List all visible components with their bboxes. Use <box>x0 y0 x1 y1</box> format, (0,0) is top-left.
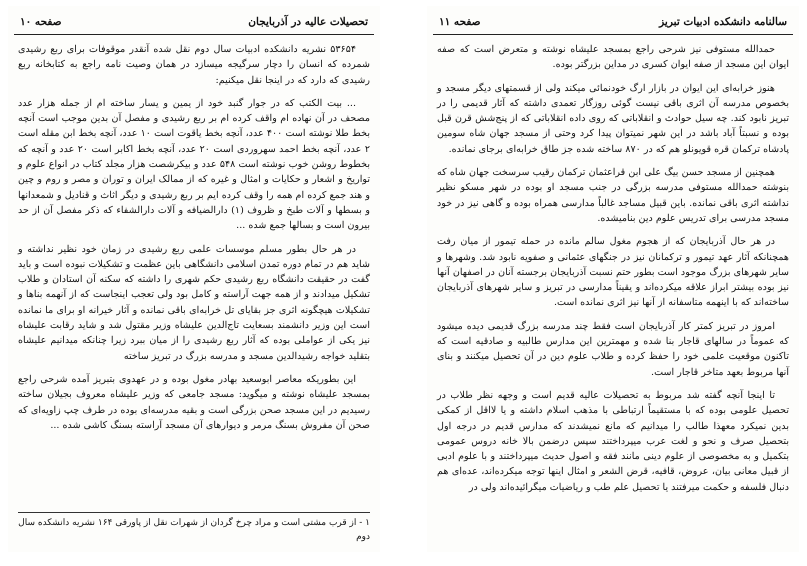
right-page-header <box>433 10 793 35</box>
left-paragraph: در هر حال بطور مسلم موسسات علمی ربع رشیدی در زمان خود نظیر نداشته و شاید هم در تمام دوره تمدن اسلامی دانشگاهی باین عظمت و تشکیلات نبوده است و باید گفت در حقیقت دانشگاه ربع رشیدی حکم شهری را داشته که سکنه آن استادان و طلاب تشکیل میدادند و از همه جهت آراسته و کامل بود ولی تعجب اینجاست که از آنهمه بناها و تشکیلات هیچگونه اثری جز بقایای تل خرابه‌ای باقی نمانده و آثار خیرانه او برای ما نمانده است این وزیر دانشمند بسعایت تاج‌الدین علیشاه وزیر مقتول شد و شاید رقابت علیشاه نیز یکی از عواملی بوده که آثار ربع رشیدی را از میان ببرد زیرا چنانکه میدانیم علیشاه بتقلید خواجه رشیدالدین مسجد و مدرسه بزرگ در تبریز ساخته <box>18 243 370 362</box>
right-paragraph: هنوز خرابه‌ای این ایوان در بازار ارگ خودنمائی میکند ولی از قسمتهای دیگر مسجد و بخصوص مدرسه آن اثری باقی نیست گوئی روزگار تعمدی داشته که آثار قدیمی را در تبریز نابود کند. چه سیل حوادث و انقلاباتی که روی داده انقلاباتی که از پنج‌شش قرن قبل بوده و نسبتاً آباد باشد در این شهر نمیتوان پیدا کرد وحتی از مسجد جهان شاه سومین پادشاه ترکمان قره قویونلو هم که در ۸۷۰ ساخته شده جز طاق خرابه‌ای برجای نمانده. <box>437 82 789 155</box>
right-paragraph: حمدالله مستوفی نیز شرحی راجع بمسجد علیشاه نوشته و متعرض است که صفه ایوان این مسجد از صفه ایوان کسری در مداین بزرگتر بوده. <box>437 44 789 71</box>
left-running-title: تحصیلات عالیه در آذربایجان <box>248 16 368 28</box>
right-paragraph: همچنین از مسجد حسن بیگ علی ابن قراعثمان ترکمان رقیب سرسخت جهان شاه که بنوشته حمدالله مستوفی مدرسه بزرگی در جنب مسجد او بوده در شهر مسکو نظیر نداشته اثری باقی نمانده. باین قبیل مساجد غالباً مدارسی همراه بوده و گاهی نیز در خود مسجد مدرسی برای تدریس علوم دین بنامیشده. <box>437 167 789 224</box>
right-paragraph: در هر حال آذربایجان که از هجوم مغول سالم مانده در حمله تیمور از میان رفت همچنانکه آثار عهد تیمور و ترکمانان نیز در جنگهای عثمانی و صفویه نابود شد. وشهرها و سایر شهرهای بزرگ موجود است بطور حتم نسبت آذربایجان برجسته آنان در اصفهان آنها نیز بوده بیشتر ابراز علاقه میکرده‌اند و یقیناً مدارسی در تبریز و سایر شهرهای آذربایجان ساخته‌اند که با اینهمه متاسفانه از آنها نیز اثری نمانده است. <box>437 236 789 309</box>
left-page-number: صفحه ۱۰ <box>20 16 62 28</box>
left-paragraph: این بطوریکه معاصر ابوسعید بهادر مغول بوده و در عهدوی بتبریز آمده شرحی راجع بمسجد علیشاه نوشته و میگوید: مسجد جامعی که وزیر علیشاه معروف بجیلان ساخته رسیدیم در این مسجد صحن بزرگی است و بقیه مدرسه‌ای بوده در طرف چپ زاویه‌ای که صحن آن مفروش بسنگ مرمر و دیوارهای آن مسجد آراسته بسنگ کاشی شده ... <box>18 373 370 431</box>
left-body-text <box>18 42 370 490</box>
left-paragraph: ۵۳۶۵۴ نشریه دانشکده ادبیات سال دوم نقل شده آنقدر موقوفات برای ربع رشیدی شمرده که انسان را دچار سرگیجه میسازد در همان وصیت نامه راجع به کتابخانه ربع رشیدی که دارد که در اینجا نقل میکنیم: <box>18 44 370 86</box>
left-footnote: ۱ - از قرب مشتی است و مراد چرخ گردان از شهرات نقل از پاورقی ۱۶۴ نشریه دانشکده سال دوم <box>18 518 370 542</box>
left-page-header <box>14 10 374 35</box>
left-page <box>8 6 380 552</box>
page-gutter <box>386 0 422 566</box>
right-paragraph: امروز در تبریز کمتر کار آذربایجان است فقط چند مدرسه بزرگ قدیمی دیده میشود که عموماً در سالهای قاجار بنا شده و مهمترین این مدارس طالبیه و صادقیه است که تاکنون موقعیت علمی خود را حفظ کرده و طلاب علوم دین در آن تحصیل میکنند و بنای آنها مربوط بعهد متاخر قاجار است. <box>437 320 789 378</box>
right-body-text <box>437 42 789 546</box>
right-paragraph: تا اینجا آنچه گفته شد مربوط به تحصیلات عالیه قدیم است و وجهه نظر طلاب در تحصیل علومی بوده که با مستقیماً ارتباطی با مذهب اسلام داشته و یا لااقل از کمکی بدین نمیکرد معهذا طالب را میدانیم که مانع نمیشدند که مدارس قدیم در درجه اول بتحصیل صرف و نحو و لغت عرب میپرداختند سپس درضمن بالا خانه دروس عمومی بتکمیل و به مخصوصی از علوم دینی مانند فقه و اصول حدیث میپرداختند و با علوم ادبی از قبیل معانی بیان، عروض، قافیه، قرض الشعر و امثال اینها توجه میکرده‌اند، عده‌ای هم دنبال فلسفه و حکمت میرفتند یا تحصیل علم طب و ریاضیات میگرائیده‌اند ولی در <box>437 389 789 493</box>
footnote-divider <box>18 512 370 513</box>
left-paragraph: ... بیت الکتب که در جوار گنبد خود از یمین و یسار ساخته ام از جمله هزار عدد مصحف در آن نهاده ام واقف کرده ام بر ربع رشیدی و مفصل آن بدین موجب است آنچه بخط طلا نوشته است ۴۰۰ عدد، آنچه بخط یاقوت است ۱۰ عدد، آنچه بخط ابن مقله است ۲ عدد، آنچه بخط احمد سهروردی است ۲۰ عدد، آنچه بخط اکابر است ۲۰ عدد و آنچه که بخطوط روشن خوب نوشته است ۵۴۸ عدد و بیکرشصت هزار مجلد کتاب در انواع علوم و تواریخ و اشعار و حکایات و امثال و غیره که از ممالک ایران و توران و مصر و روم و چین و هند جمع کرده ام همه را وقف کرده ایم بر ربع رشیدی و دیگر اثاث و قنادیل و شمعدانها و بسطها و آلات طبخ و ظروف (۱) دارالضیافه و آلات دارالشفاء که ذکر مفصل آن از حد بیرون است و بسالها جمع شده ... <box>18 97 371 232</box>
right-running-title: سالنامه دانشکده ادبیات تبریز <box>659 16 787 28</box>
right-page <box>427 6 799 552</box>
right-page-number: صفحه ۱۱ <box>439 16 481 28</box>
